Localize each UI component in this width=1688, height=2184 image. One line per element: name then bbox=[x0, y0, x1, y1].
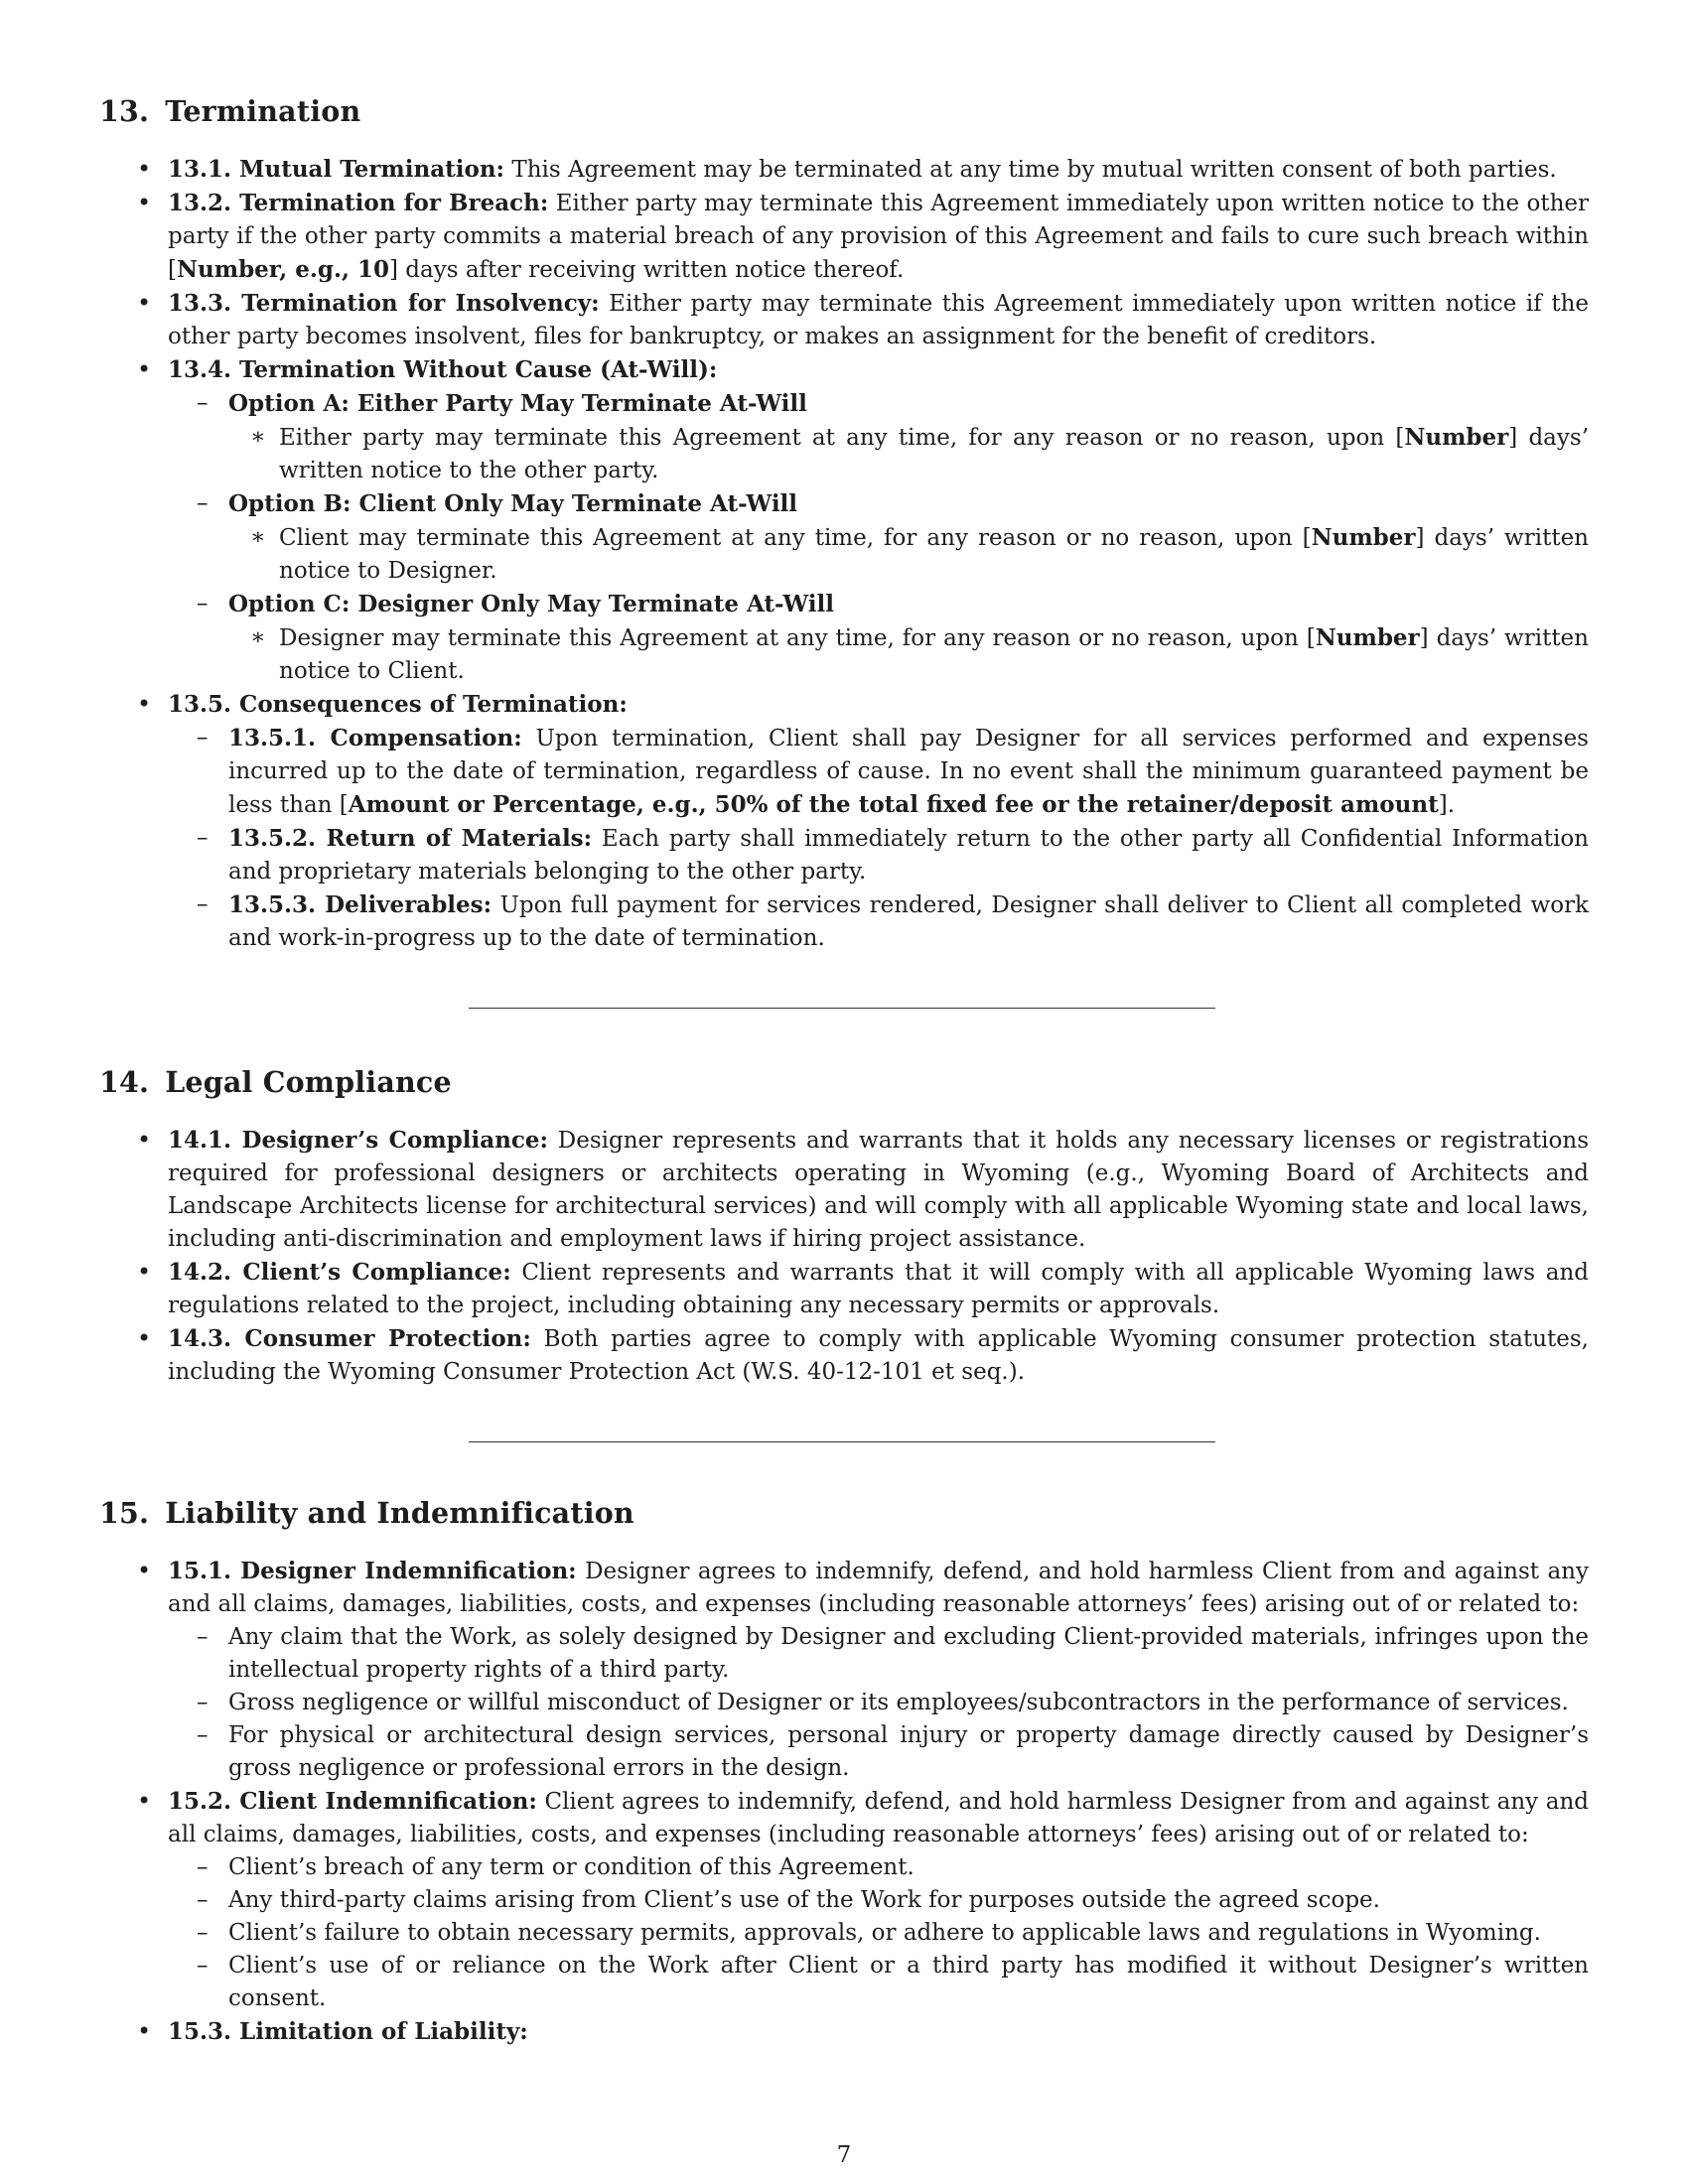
page-number: 7 bbox=[836, 2142, 852, 2168]
option-c-text: ∗ Designer may terminate this Agreement at any time, for any reason or no reason, upon [Number] days’ written notice to Client. bbox=[228, 621, 1589, 688]
clause-15-3: • 15.3. Limitation of Liability: bbox=[99, 2015, 1589, 2049]
list-item: – Client’s failure to obtain necessary permits, approvals, or adhere to applicable laws and regulations in Wyoming. bbox=[168, 1917, 1589, 1950]
clause-14-1: • 14.1. Designer’s Compliance: Designer represents and warrants that it holds any necessary licenses or registrations required for professional designers or architects operating in Wyoming (e.g., Wyoming Board of Architects and Landscape Architects license for architectural services) and will comply with all applicable Wyoming state and local laws, including anti-discrimination and employment laws if hiring project assistance. bbox=[99, 1124, 1589, 1256]
list-item: – Any third-party claims arising from Client’s use of the Work for purposes outside the agreed scope. bbox=[168, 1884, 1589, 1917]
section-divider bbox=[469, 1441, 1215, 1442]
section-heading: 15. Liability and Indemnification bbox=[99, 1496, 634, 1530]
clause-14-2: • 14.2. Client’s Compliance: Client represents and warrants that it will comply with all applicable Wyoming laws and regulations related to the project, including obtaining any necessary permits or approvals. bbox=[99, 1256, 1589, 1322]
document-page bbox=[99, 91, 1589, 2049]
list-item: – Gross negligence or willful misconduct of Designer or its employees/subcontractors in the performance of services. bbox=[168, 1687, 1589, 1719]
option-b: – Option B: Client Only May Terminate At-Will ∗ Client may terminate this Agreement at any time, for any reason or no reason, upon [Number] days’ written notice to Designer. bbox=[168, 487, 1589, 588]
clause-13-5-2: – 13.5.2. Return of Materials: Each party shall immediately return to the other party all Confidential Information and proprietary materials belonging to the other party. bbox=[168, 822, 1589, 888]
list-item: – For physical or architectural design services, personal injury or property damage directly caused by Designer’s gross negligence or professional errors in the design. bbox=[168, 1719, 1589, 1785]
clause-14-3: • 14.3. Consumer Protection: Both parties agree to comply with applicable Wyoming consumer protection statutes, including the Wyoming Consumer Protection Act (W.S. 40-12-101 et seq.). bbox=[99, 1322, 1589, 1389]
section-liability bbox=[99, 1493, 1589, 2049]
clause-13-5-3: – 13.5.3. Deliverables: Upon full payment for services rendered, Designer shall deliver to Client all completed work and work-in-progress up to the date of termination. bbox=[168, 888, 1589, 955]
clause-13-1: • 13.1. Mutual Termination: This Agreement may be terminated at any time by mutual written consent of both parties. bbox=[99, 153, 1589, 187]
option-b-text: ∗ Client may terminate this Agreement at any time, for any reason or no reason, upon [Number] days’ written notice to Designer. bbox=[228, 521, 1589, 588]
section-termination bbox=[99, 91, 1589, 955]
clause-13-5: • 13.5. Consequences of Termination: – 13.5.1. Compensation: Upon termination, Client shall pay Designer for all services performed and expenses incurred up to the date of termination, regardless of cause. In no event shall the minimum guaranteed payment be less than [Amount or Percentage, e.g., 50% of the total fixed fee or the retainer/deposit amount]. – 13.5.2. Return of Materials: Each party shall immediately return to the other party all Confidential Information and proprietary materials belonging to the other party. – 13.5.3. Deliverables: Upon full payment for services rendered, Designer shall deliver to Client all completed work and work-in-progress up to the date of termination. bbox=[99, 688, 1589, 955]
section-legal-compliance bbox=[99, 1062, 1589, 1389]
clause-13-3: • 13.3. Termination for Insolvency: Either party may terminate this Agreement immediately upon written notice if the other party becomes insolvent, files for bankruptcy, or makes an assignment for the benefit of creditors. bbox=[99, 287, 1589, 353]
option-list bbox=[168, 387, 1589, 688]
section-heading: 13. Termination bbox=[99, 94, 361, 128]
section-heading: 14. Legal Compliance bbox=[99, 1065, 452, 1099]
clause-13-5-1: – 13.5.1. Compensation: Upon termination, Client shall pay Designer for all services performed and expenses incurred up to the date of termination, regardless of cause. In no event shall the minimum guaranteed payment be less than [Amount or Percentage, e.g., 50% of the total fixed fee or the retainer/deposit amount]. bbox=[168, 722, 1589, 822]
list-item: – Client’s use of or reliance on the Work after Client or a third party has modified it without Designer’s written consent. bbox=[168, 1950, 1589, 2015]
clause-15-1: • 15.1. Designer Indemnification: Designer agrees to indemnify, defend, and hold harmless Client from and against any and all claims, damages, liabilities, costs, and expenses (including reasonable attorneys’ fees) arising out of or related to: – Any claim that the Work, as solely designed by Designer and excluding Client-provided materials, infringes upon the intellectual property rights of a third party. – Gross negligence or willful misconduct of Designer or its employees/subcontractors in the performance of services. – For physical or architectural design services, personal injury or property damage directly caused by Designer’s gross negligence or professional errors in the design. bbox=[99, 1555, 1589, 1785]
option-c: – Option C: Designer Only May Terminate At-Will ∗ Designer may terminate this Agreement at any time, for any reason or no reason, upon [Number] days’ written notice to Client. bbox=[168, 588, 1589, 688]
option-a: – Option A: Either Party May Terminate At-Will ∗ Either party may terminate this Agreement at any time, for any reason or no reason, upon [Number] days’ written notice to the other party. bbox=[168, 387, 1589, 487]
list-item: – Any claim that the Work, as solely designed by Designer and excluding Client-provided materials, infringes upon the intellectual property rights of a third party. bbox=[168, 1621, 1589, 1687]
option-a-text: ∗ Either party may terminate this Agreement at any time, for any reason or no reason, upon [Number] days’ written notice to the other party. bbox=[228, 421, 1589, 487]
clause-list bbox=[99, 153, 1589, 955]
clause-15-2: • 15.2. Client Indemnification: Client agrees to indemnify, defend, and hold harmless Designer from and against any and all claims, damages, liabilities, costs, and expenses (including reasonable attorneys’ fees) arising out of or related to: – Client’s breach of any term or condition of this Agreement. – Any third-party claims arising from Client’s use of the Work for purposes outside the agreed scope. – Client’s failure to obtain necessary permits, approvals, or adhere to applicable laws and regulations in Wyoming. – Client’s use of or reliance on the Work after Client or a third party has modified it without Designer’s written consent. bbox=[99, 1785, 1589, 2015]
clause-13-2: • 13.2. Termination for Breach: Either party may terminate this Agreement immediately upon written notice to the other party if the other party commits a material breach of any provision of this Agreement and fails to cure such breach within [Number, e.g., 10] days after receiving written notice thereof. bbox=[99, 187, 1589, 287]
section-divider bbox=[469, 1008, 1215, 1009]
list-item: – Client’s breach of any term or condition of this Agreement. bbox=[168, 1851, 1589, 1884]
clause-13-4: • 13.4. Termination Without Cause (At-Will): – Option A: Either Party May Terminate At-Will ∗ Either party may terminate this Agreement at any time, for any reason or no reason, upon [Number] days’ written notice to the other party. – Option B: Client Only May Terminate At-Will ∗ Client may terminate this Agreement at any time, for any reason or no reason, upon [Number] days’ written notice to Designer. – Option C: Designer Only May Terminate At-Will ∗ Designer may terminate this Agreement at any time, for any reason or no reason, upon [Number] days’ written notice to Client. bbox=[99, 353, 1589, 688]
